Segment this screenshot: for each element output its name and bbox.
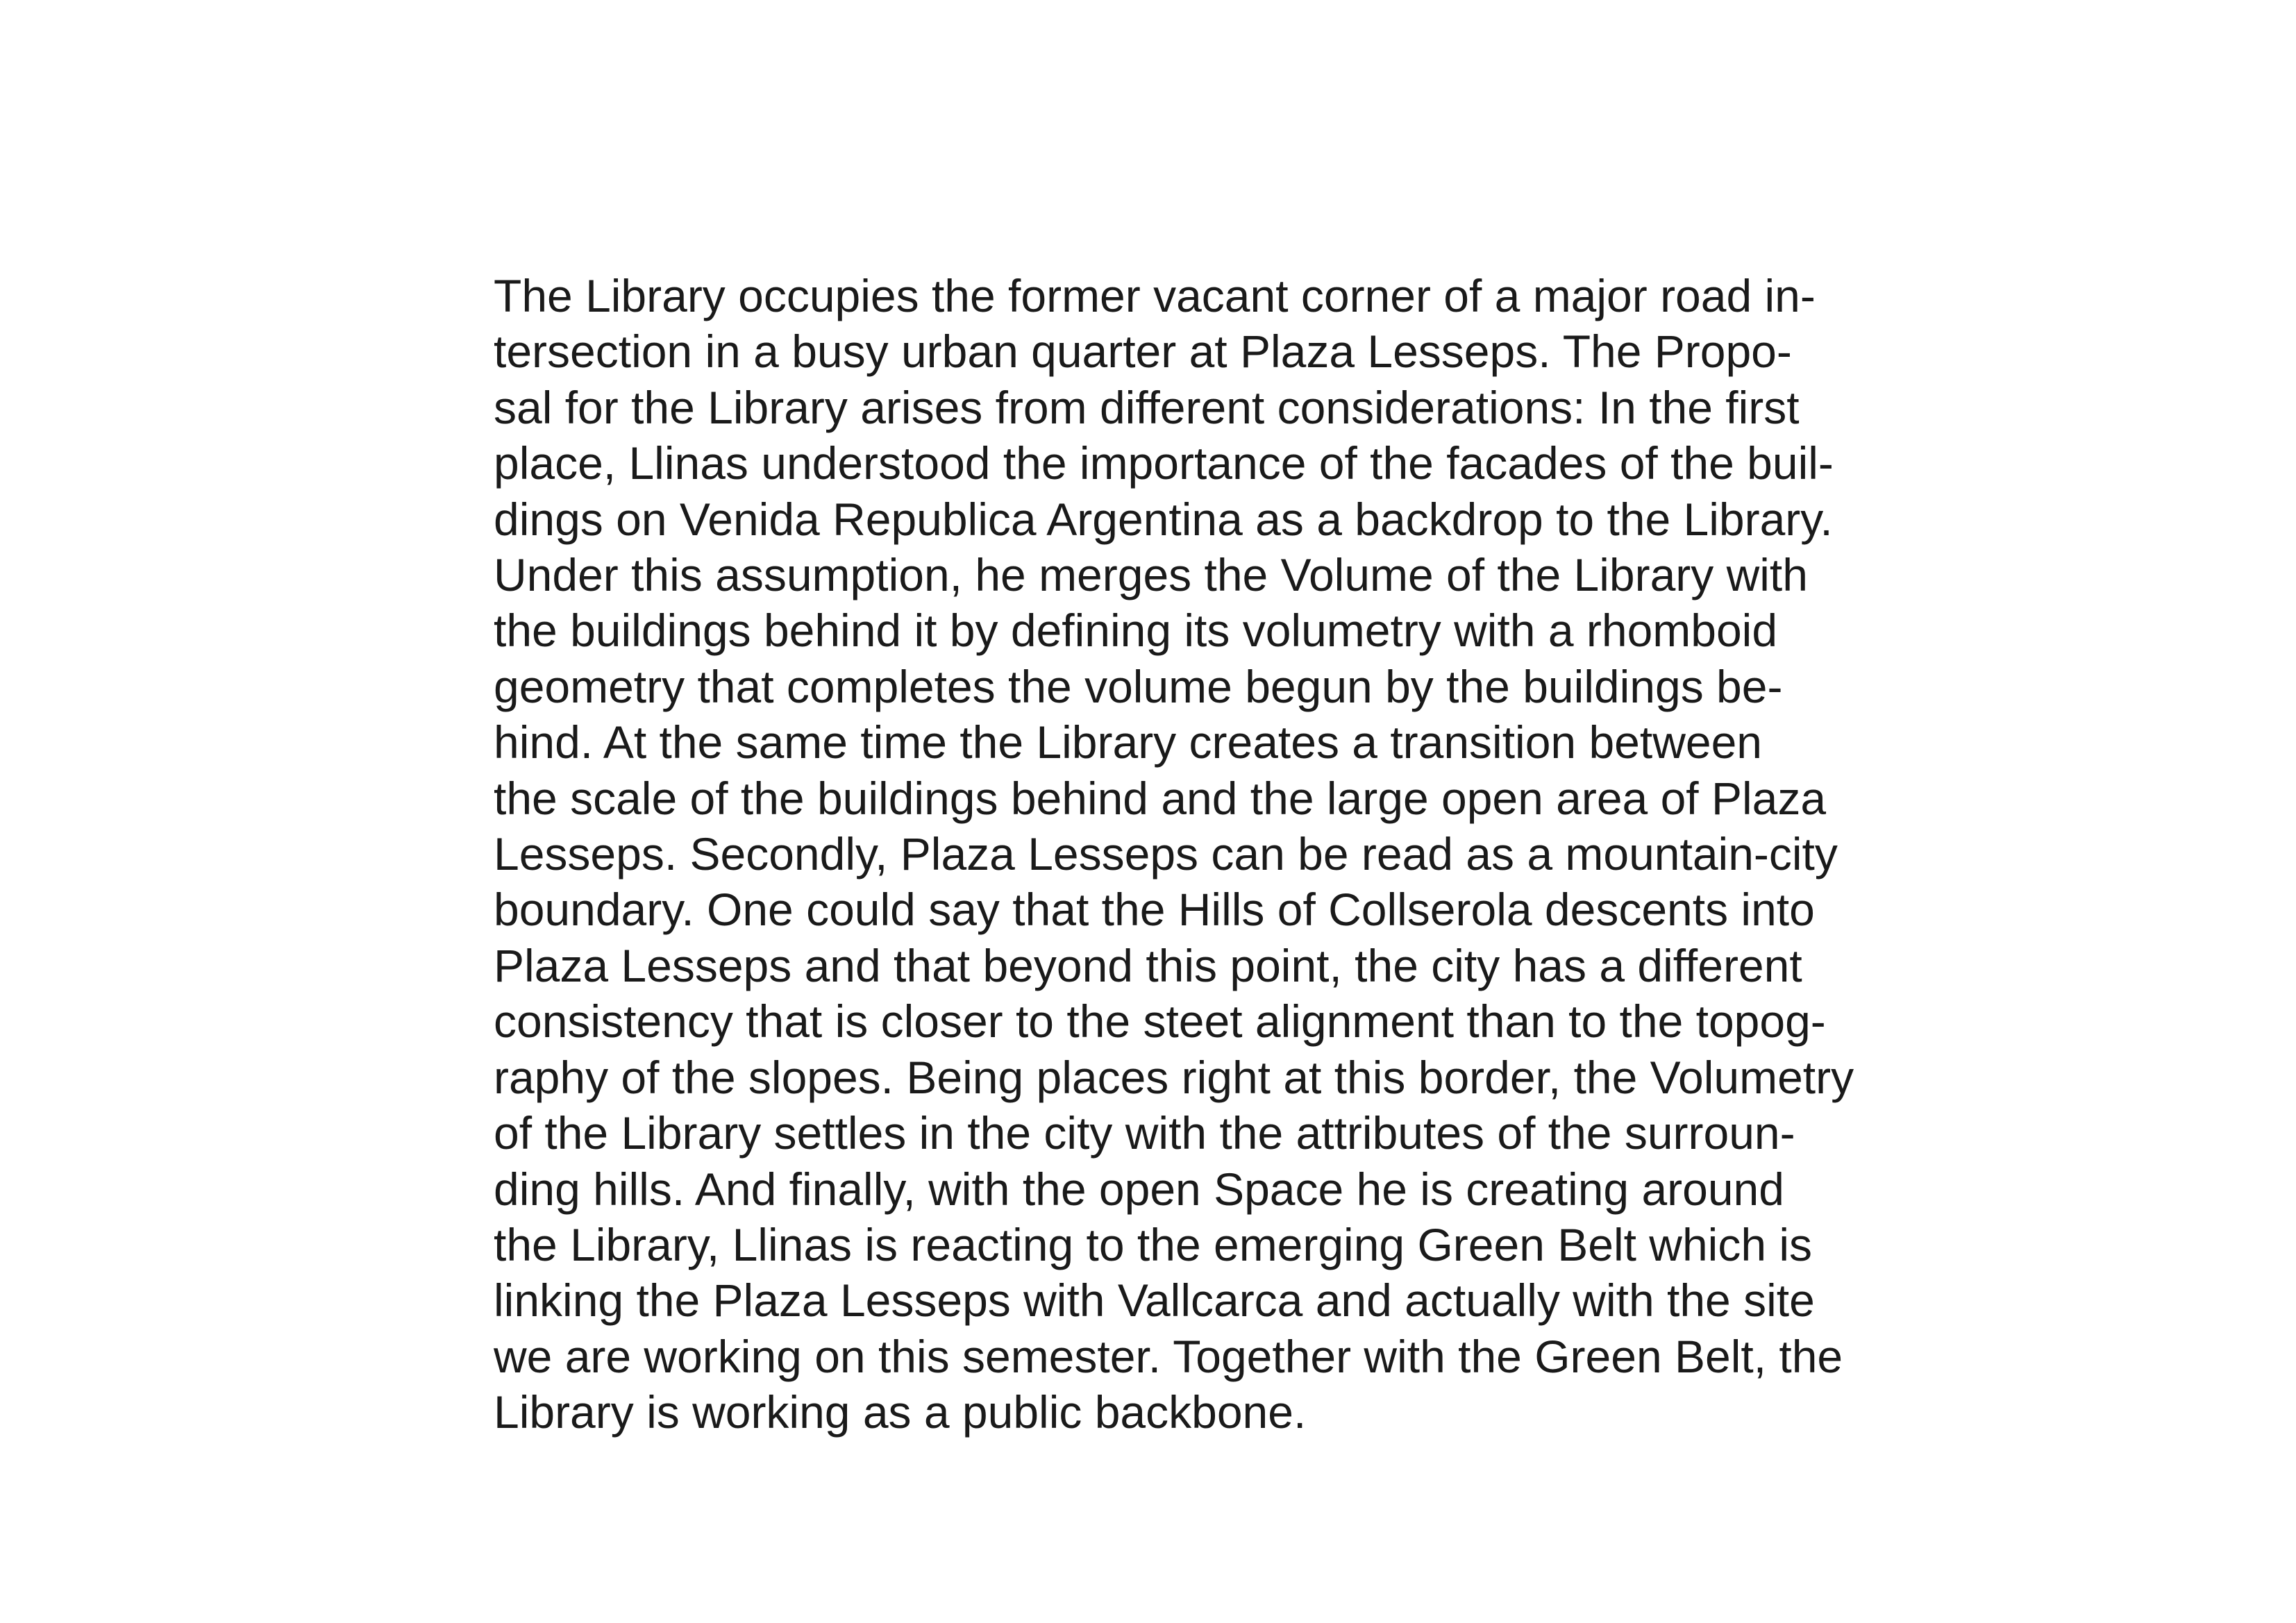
- paragraph-line: boundary. One could say that the Hills of Collserola descents into: [494, 884, 1815, 936]
- paragraph-line: consistency that is closer to the steet alignment than to the topog-: [494, 995, 1826, 1048]
- paragraph-line: The Library occupies the former vacant corner of a major road in-: [494, 270, 1816, 321]
- paragraph-line: of the Library settles in the city with the attributes of the surroun-: [494, 1107, 1795, 1159]
- paragraph-line: Library is working as a public backbone.: [494, 1386, 1307, 1438]
- paragraph-line: ding hills. And finally, with the open Space he is creating around: [494, 1163, 1784, 1215]
- paragraph-line: dings on Venida Republica Argentina as a backdrop to the Library.: [494, 493, 1833, 545]
- paragraph-line: Under this assumption, he merges the Volume of the Library with: [494, 549, 1808, 601]
- paragraph-line: tersection in a busy urban quarter at Plaza Lesseps. The Propo-: [494, 326, 1792, 378]
- paragraph-line: Lesseps. Secondly, Plaza Lesseps can be read as a mountain-city: [494, 828, 1838, 880]
- paragraph-line: sal for the Library arises from different considerations: In the first: [494, 381, 1800, 433]
- paragraph-line: the buildings behind it by defining its volumetry with a rhomboid: [494, 605, 1778, 657]
- paragraph-line: geometry that completes the volume begun by the buildings be-: [494, 660, 1783, 712]
- paragraph-line: we are working on this semester. Together with the Green Belt, the: [494, 1330, 1843, 1382]
- paragraph-line: the Library, Llinas is reacting to the emerging Green Belt which is: [494, 1218, 1813, 1270]
- paragraph-line: the scale of the buildings behind and the large open area of Plaza: [494, 772, 1827, 824]
- paragraph-line: place, Llinas understood the importance of the facades of the buil-: [494, 437, 1834, 489]
- paragraph-line: linking the Plaza Lesseps with Vallcarca and actually with the site: [494, 1275, 1815, 1327]
- paragraph-line: raphy of the slopes. Being places right at this border, the Volumetry: [494, 1051, 1854, 1103]
- paragraph-line: hind. At the same time the Library creates a transition between: [494, 716, 1762, 768]
- body-paragraph: [494, 268, 1952, 1440]
- paragraph-line: Plaza Lesseps and that beyond this point, the city has a different: [494, 939, 1802, 991]
